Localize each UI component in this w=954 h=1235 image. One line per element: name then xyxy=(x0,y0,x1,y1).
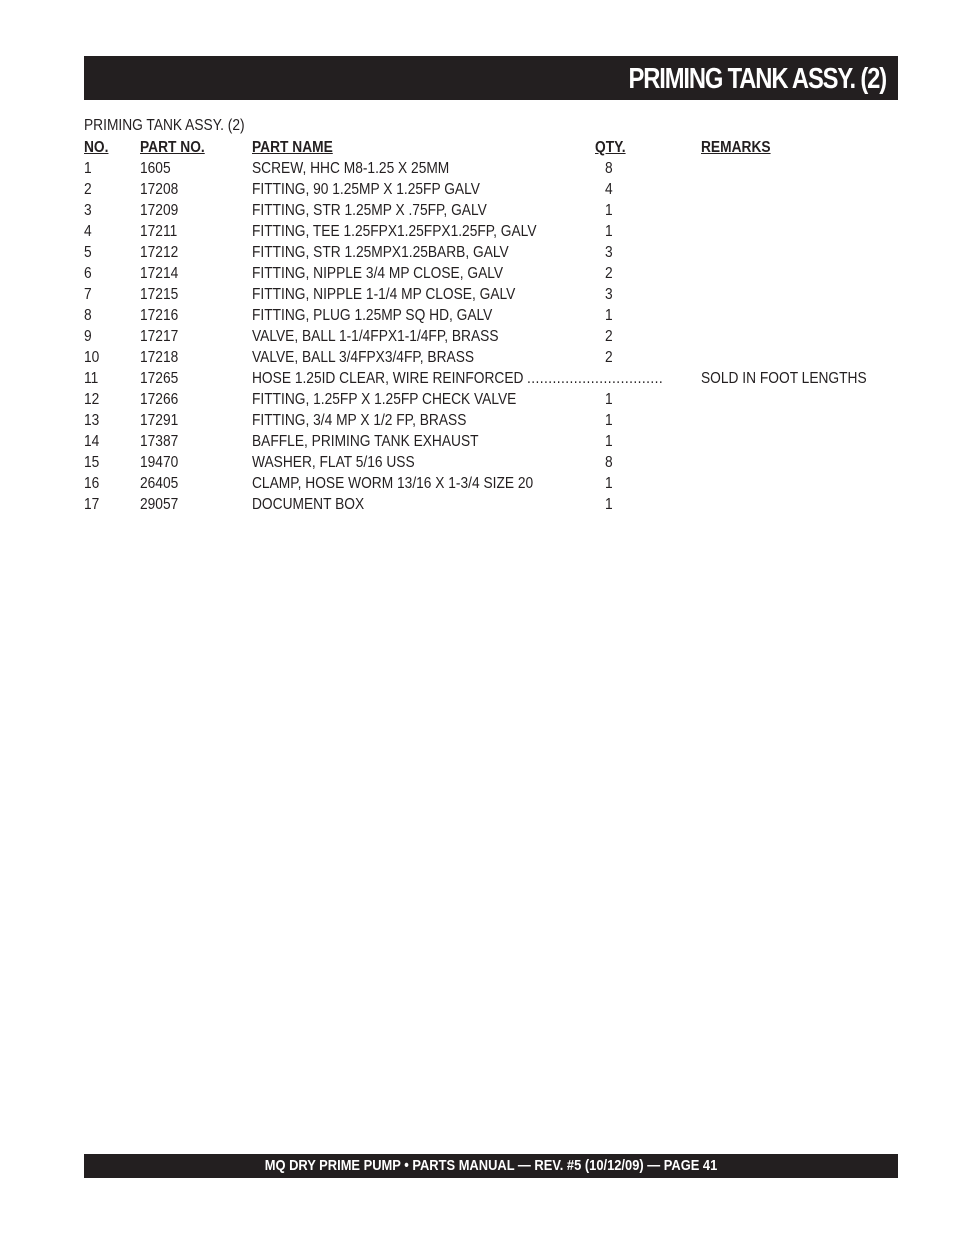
cell-qty: 1 xyxy=(605,412,613,429)
table-row xyxy=(84,347,898,368)
cell-no: 14 xyxy=(84,433,100,450)
cell-qty: 3 xyxy=(605,244,613,261)
column-header-part-name: PART NAME xyxy=(252,139,333,156)
table-row xyxy=(84,452,898,473)
cell-no: 9 xyxy=(84,328,92,345)
table-row xyxy=(84,158,898,179)
cell-part-no: 17265 xyxy=(140,370,179,387)
cell-part-name: FITTING, 3/4 MP X 1/2 FP, BRASS xyxy=(252,412,467,429)
cell-qty: 2 xyxy=(605,349,613,366)
cell-part-no: 17212 xyxy=(140,244,179,261)
cell-part-no: 29057 xyxy=(140,496,179,513)
table-row xyxy=(84,200,898,221)
cell-part-name: FITTING, NIPPLE 1-1/4 MP CLOSE, GALV xyxy=(252,286,516,303)
cell-part-no: 17211 xyxy=(140,223,178,240)
table-row xyxy=(84,263,898,284)
cell-part-no: 17215 xyxy=(140,286,179,303)
cell-no: 6 xyxy=(84,265,92,282)
table-row xyxy=(84,410,898,431)
cell-part-no: 17216 xyxy=(140,307,179,324)
cell-no: 3 xyxy=(84,202,92,219)
cell-qty: 8 xyxy=(605,160,613,177)
cell-no: 4 xyxy=(84,223,92,240)
cell-no: 1 xyxy=(84,160,92,177)
cell-remarks: SOLD IN FOOT LENGTHS xyxy=(701,370,867,387)
cell-part-name: SCREW, HHC M8-1.25 X 25MM xyxy=(252,160,450,177)
cell-qty: 2 xyxy=(605,328,613,345)
cell-qty: 1 xyxy=(605,223,613,240)
dot-leader: ................................ xyxy=(527,370,664,387)
cell-qty: 4 xyxy=(605,181,613,198)
cell-part-no: 17291 xyxy=(140,412,179,429)
cell-part-no: 17208 xyxy=(140,181,179,198)
table-row xyxy=(84,326,898,347)
cell-qty: 1 xyxy=(605,475,613,492)
table-header xyxy=(84,137,898,158)
table-row xyxy=(84,473,898,494)
cell-no: 10 xyxy=(84,349,100,366)
cell-part-no: 19470 xyxy=(140,454,179,471)
cell-no: 12 xyxy=(84,391,100,408)
page-title: PRIMING TANK ASSY. (2) xyxy=(628,63,886,95)
page-footer: MQ DRY PRIME PUMP • PARTS MANUAL — REV. #5 (10/12/09) — PAGE 41 xyxy=(264,1157,718,1174)
table-row xyxy=(84,284,898,305)
cell-part-no: 17387 xyxy=(140,433,179,450)
cell-qty: 1 xyxy=(605,433,613,450)
table-row xyxy=(84,368,898,389)
page-footer-bar xyxy=(84,1154,898,1178)
cell-part-no: 1605 xyxy=(140,160,171,177)
cell-part-no: 17266 xyxy=(140,391,179,408)
cell-part-name: FITTING, PLUG 1.25MP SQ HD, GALV xyxy=(252,307,493,324)
cell-part-name: CLAMP, HOSE WORM 13/16 X 1-3/4 SIZE 20 xyxy=(252,475,534,492)
cell-part-name: HOSE 1.25ID CLEAR, WIRE REINFORCED xyxy=(252,370,524,387)
cell-part-name: BAFFLE, PRIMING TANK EXHAUST xyxy=(252,433,479,450)
cell-part-name: FITTING, STR 1.25MPX1.25BARB, GALV xyxy=(252,244,509,261)
cell-part-name: FITTING, TEE 1.25FPX1.25FPX1.25FP, GALV xyxy=(252,223,537,240)
cell-part-no: 17217 xyxy=(140,328,179,345)
cell-part-no: 17218 xyxy=(140,349,179,366)
cell-part-name: FITTING, NIPPLE 3/4 MP CLOSE, GALV xyxy=(252,265,504,282)
page-title-bar xyxy=(84,56,898,100)
cell-qty: 1 xyxy=(605,391,613,408)
table-row xyxy=(84,431,898,452)
cell-part-name: VALVE, BALL 3/4FPX3/4FP, BRASS xyxy=(252,349,475,366)
table-row xyxy=(84,389,898,410)
table-row xyxy=(84,494,898,515)
cell-part-no: 26405 xyxy=(140,475,179,492)
table-row xyxy=(84,242,898,263)
cell-part-name: FITTING, 1.25FP X 1.25FP CHECK VALVE xyxy=(252,391,517,408)
cell-qty: 3 xyxy=(605,286,613,303)
column-header-qty: QTY. xyxy=(595,139,626,156)
table-row xyxy=(84,221,898,242)
cell-qty: 8 xyxy=(605,454,613,471)
column-header-remarks: REMARKS xyxy=(701,139,771,156)
column-header-no: NO. xyxy=(84,139,109,156)
cell-part-name: VALVE, BALL 1-1/4FPX1-1/4FP, BRASS xyxy=(252,328,499,345)
cell-qty: 2 xyxy=(605,265,613,282)
cell-no: 16 xyxy=(84,475,100,492)
cell-no: 8 xyxy=(84,307,92,324)
cell-qty: 1 xyxy=(605,307,613,324)
cell-no: 17 xyxy=(84,496,100,513)
cell-part-no: 17214 xyxy=(140,265,179,282)
cell-no: 7 xyxy=(84,286,92,303)
cell-part-name: FITTING, 90 1.25MP X 1.25FP GALV xyxy=(252,181,480,198)
cell-no: 2 xyxy=(84,181,92,198)
cell-no: 13 xyxy=(84,412,100,429)
cell-no: 11 xyxy=(84,370,99,387)
cell-no: 5 xyxy=(84,244,92,261)
cell-part-name: WASHER, FLAT 5/16 USS xyxy=(252,454,415,471)
table-row xyxy=(84,305,898,326)
cell-part-name: FITTING, STR 1.25MP X .75FP, GALV xyxy=(252,202,487,219)
cell-qty: 1 xyxy=(605,496,613,513)
section-title: PRIMING TANK ASSY. (2) xyxy=(84,117,245,134)
column-header-part-no: PART NO. xyxy=(140,139,205,156)
cell-part-name: DOCUMENT BOX xyxy=(252,496,365,513)
cell-no: 15 xyxy=(84,454,100,471)
cell-part-no: 17209 xyxy=(140,202,179,219)
table-row xyxy=(84,179,898,200)
cell-qty: 1 xyxy=(605,202,613,219)
